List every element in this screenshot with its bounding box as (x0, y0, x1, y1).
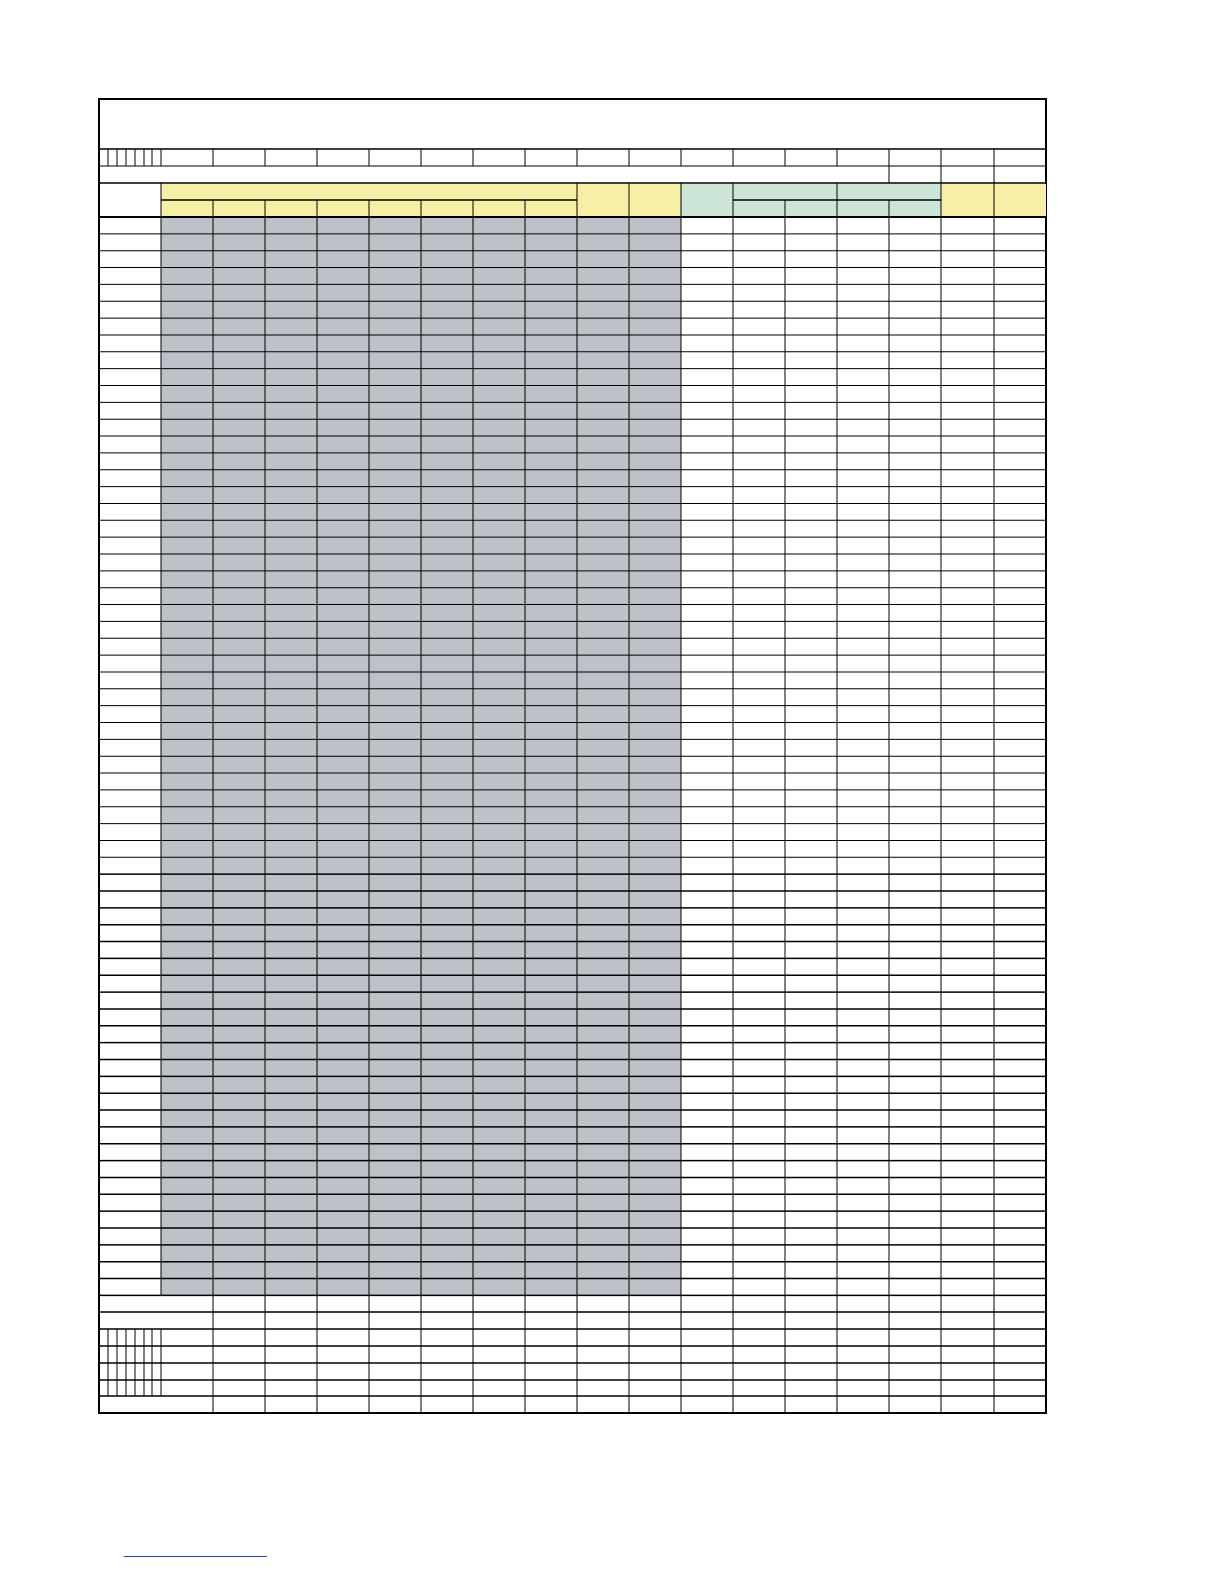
header-green-block (681, 184, 733, 216)
footer-link[interactable] (124, 1556, 267, 1557)
header-yellow-band (161, 184, 577, 200)
